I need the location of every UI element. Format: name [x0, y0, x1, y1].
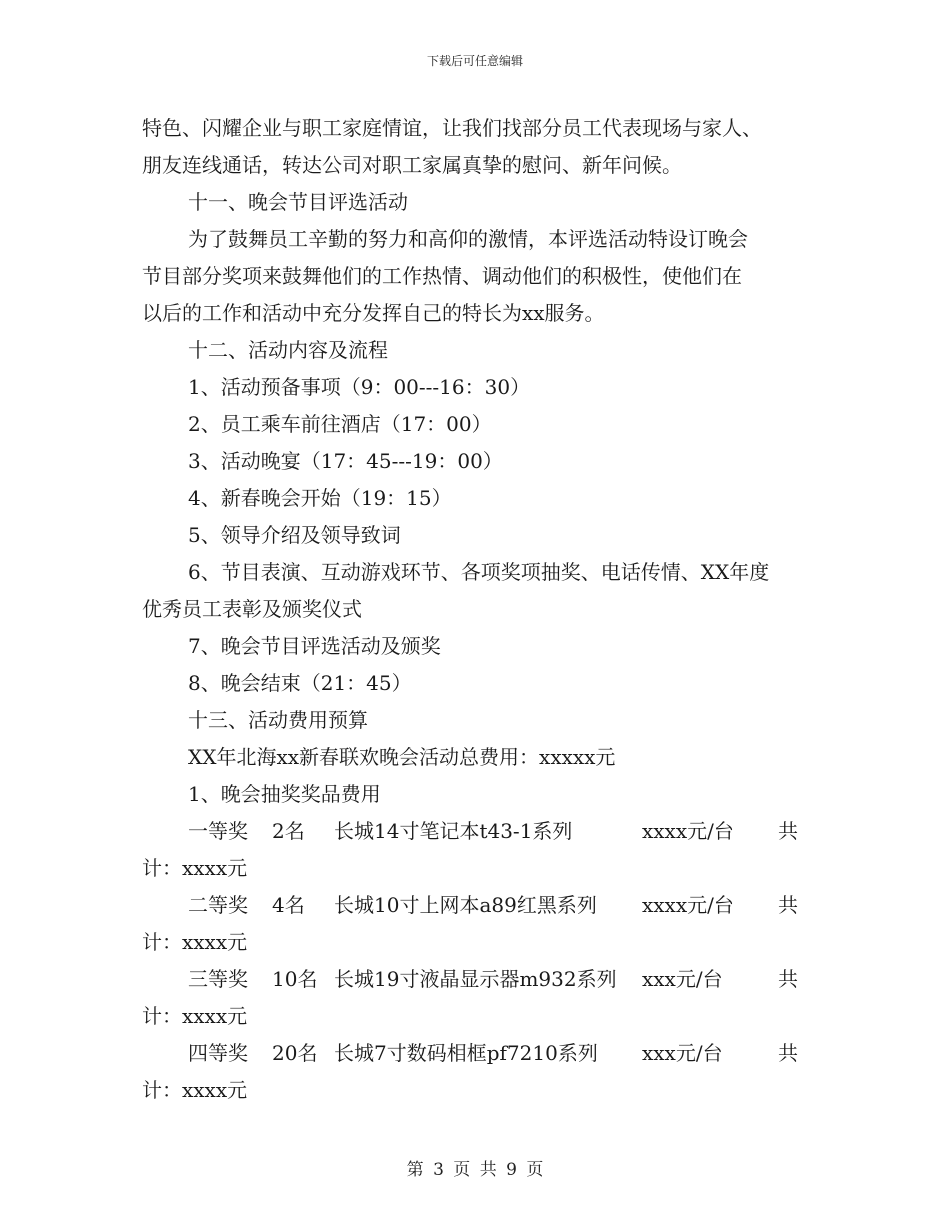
list-item: 1、活动预备事项（9：00---16：30） [188, 375, 531, 399]
document-body [142, 110, 810, 1109]
prize-total-prefix: 共 [778, 967, 798, 991]
paragraph-line: 特色、闪耀企业与职工家庭情谊，让我们找部分员工代表现场与家人、 [142, 116, 762, 140]
paragraph-line: 为了鼓舞员工辛勤的努力和高仰的激情，本评选活动特设订晚会 [188, 227, 748, 251]
prize-row [142, 813, 810, 850]
list-item: 4、新春晚会开始（19：15） [188, 486, 452, 510]
prize-price: xxxx元/台 [642, 819, 734, 843]
prize-name: 二等奖 [188, 893, 248, 917]
prize-row [142, 961, 810, 998]
prize-total-prefix: 共 [778, 819, 798, 843]
paragraph-line: 节目部分奖项来鼓舞他们的工作热情、调动他们的积极性，使他们在 [142, 264, 742, 288]
prize-item: 长城14寸笔记本t43-1系列 [334, 819, 573, 843]
prize-item: 长城19寸液晶显示器m932系列 [334, 967, 617, 991]
prize-total-prefix: 共 [778, 1041, 798, 1065]
list-item: 6、节目表演、互动游戏环节、各项奖项抽奖、电话传情、XX年度 [188, 560, 770, 584]
prize-name: 三等奖 [188, 967, 248, 991]
prize-price: xxxx元/台 [642, 893, 734, 917]
prize-row [142, 1035, 810, 1072]
list-item: 7、晚会节目评选活动及颁奖 [188, 634, 441, 658]
page-header: 下载后可任意编辑 [426, 54, 523, 68]
prize-total: 计：xxxx元 [142, 856, 248, 880]
list-item: 8、晚会结束（21：45） [188, 671, 412, 695]
prize-name: 四等奖 [188, 1041, 248, 1065]
prize-row [142, 887, 810, 924]
section-heading: 十二、活动内容及流程 [188, 338, 388, 362]
list-item: 2、员工乘车前往酒店（17：00） [188, 412, 492, 436]
prize-item: 长城10寸上网本a89红黑系列 [334, 893, 597, 917]
prize-item: 长城7寸数码相框pf7210系列 [334, 1041, 598, 1065]
prize-price: xxx元/台 [642, 1041, 723, 1065]
subsection-heading: 1、晚会抽奖奖品费用 [188, 782, 381, 806]
prize-total: 计：xxxx元 [142, 1004, 248, 1028]
section-heading: 十一、晚会节目评选活动 [188, 190, 408, 214]
prize-total: 计：xxxx元 [142, 1078, 248, 1102]
page-number-footer: 第 3 页 共 9 页 [406, 1160, 544, 1180]
prize-count: 2名 [272, 819, 305, 843]
paragraph-line: XX年北海xx新春联欢晚会活动总费用：xxxxx元 [188, 745, 616, 769]
prize-name: 一等奖 [188, 819, 248, 843]
prize-total-prefix: 共 [778, 893, 798, 917]
list-item: 3、活动晚宴（17：45---19：00） [188, 449, 503, 473]
prize-price: xxx元/台 [642, 967, 723, 991]
prize-count: 10名 [272, 967, 318, 991]
prize-count: 20名 [272, 1041, 318, 1065]
list-item-continuation: 优秀员工表彰及颁奖仪式 [142, 597, 362, 621]
paragraph-line: 以后的工作和活动中充分发挥自己的特长为xx服务。 [142, 301, 605, 325]
list-item: 5、领导介绍及领导致词 [188, 523, 401, 547]
prize-count: 4名 [272, 893, 305, 917]
section-heading: 十三、活动费用预算 [188, 708, 368, 732]
prize-total: 计：xxxx元 [142, 930, 248, 954]
paragraph-line: 朋友连线通话，转达公司对职工家属真挚的慰问、新年问候。 [142, 153, 682, 177]
